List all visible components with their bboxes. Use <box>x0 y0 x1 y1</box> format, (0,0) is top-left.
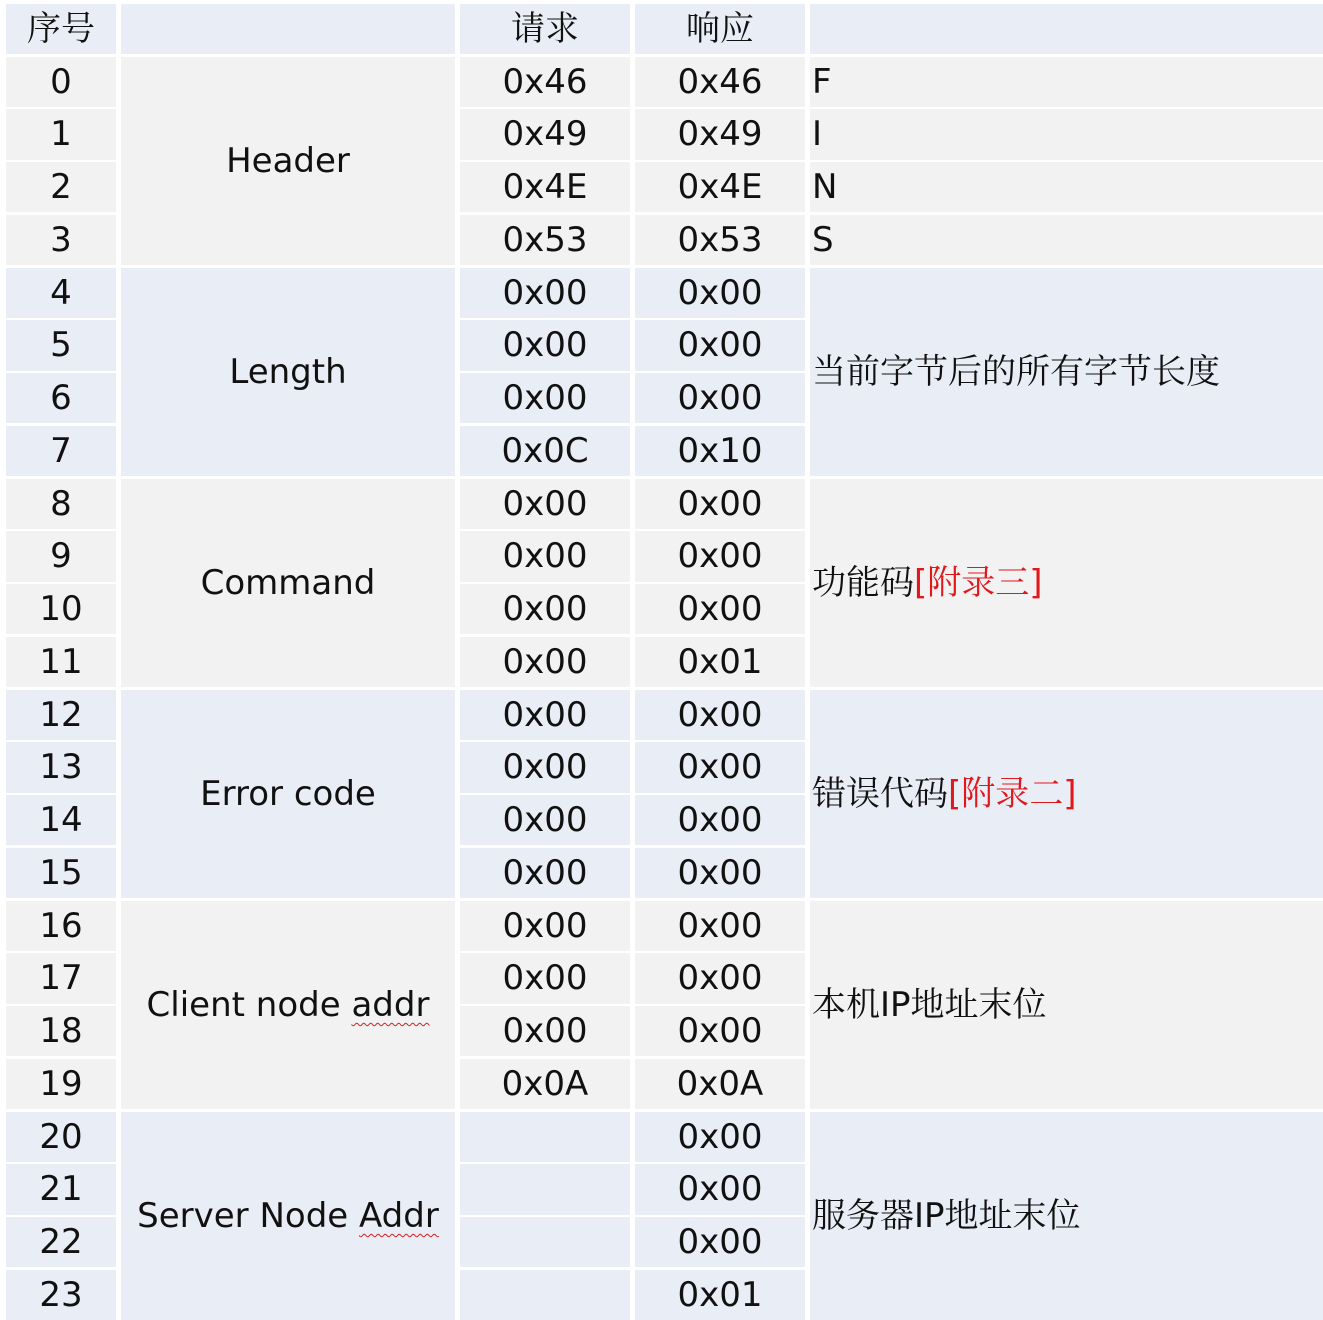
error-code-description-text: 错误代码 <box>812 773 948 814</box>
request-value <box>460 1217 630 1267</box>
field-client-node-addr <box>121 901 455 1110</box>
header-field <box>121 4 455 54</box>
response-value: 0x00 <box>635 1006 805 1056</box>
byte-index: 8 <box>6 479 116 529</box>
request-value: 0x00 <box>460 690 630 740</box>
client-node-addr-word: addr <box>351 984 430 1025</box>
request-value: 0x00 <box>460 953 630 1003</box>
header-char-n: N <box>810 162 1323 212</box>
response-value: 0x00 <box>635 795 805 845</box>
response-value: 0x46 <box>635 57 805 107</box>
response-value: 0x00 <box>635 531 805 581</box>
command-description <box>810 479 1323 688</box>
request-value: 0x53 <box>460 215 630 265</box>
field-error-code: Error code <box>121 690 455 899</box>
header-char-i: I <box>810 109 1323 159</box>
response-value: 0x00 <box>635 848 805 898</box>
response-value: 0x00 <box>635 953 805 1003</box>
byte-index: 0 <box>6 57 116 107</box>
field-server-node-addr <box>121 1112 455 1320</box>
response-value: 0x00 <box>635 690 805 740</box>
request-value: 0x00 <box>460 584 630 634</box>
request-value: 0x00 <box>460 901 630 951</box>
field-length: Length <box>121 268 455 477</box>
byte-index: 15 <box>6 848 116 898</box>
error-code-description <box>810 690 1323 899</box>
length-description: 当前字节后的所有字节长度 <box>810 268 1323 477</box>
response-value: 0x10 <box>635 426 805 476</box>
response-value: 0x00 <box>635 1217 805 1267</box>
header-response: 响应 <box>635 4 805 54</box>
request-value: 0x4E <box>460 162 630 212</box>
request-value: 0x00 <box>460 742 630 792</box>
response-value: 0x00 <box>635 742 805 792</box>
byte-index: 19 <box>6 1059 116 1109</box>
appendix-2-link[interactable]: [附录二] <box>948 773 1077 814</box>
header-index: 序号 <box>6 4 116 54</box>
byte-index: 12 <box>6 690 116 740</box>
byte-index: 9 <box>6 531 116 581</box>
request-value: 0x00 <box>460 268 630 318</box>
byte-index: 23 <box>6 1270 116 1320</box>
request-value: 0x00 <box>460 1006 630 1056</box>
request-value: 0x46 <box>460 57 630 107</box>
request-value: 0x49 <box>460 109 630 159</box>
request-value: 0x00 <box>460 531 630 581</box>
appendix-3-link[interactable]: [附录三] <box>914 562 1043 603</box>
byte-index: 7 <box>6 426 116 476</box>
byte-index: 2 <box>6 162 116 212</box>
byte-index: 18 <box>6 1006 116 1056</box>
response-value: 0x00 <box>635 268 805 318</box>
response-value: 0x00 <box>635 1164 805 1214</box>
response-value: 0x53 <box>635 215 805 265</box>
header-request: 请求 <box>460 4 630 54</box>
byte-index: 6 <box>6 373 116 423</box>
byte-index: 16 <box>6 901 116 951</box>
response-value: 0x00 <box>635 479 805 529</box>
response-value: 0x01 <box>635 637 805 687</box>
response-value: 0x00 <box>635 1112 805 1162</box>
response-value: 0x0A <box>635 1059 805 1109</box>
request-value: 0x00 <box>460 637 630 687</box>
response-value: 0x01 <box>635 1270 805 1320</box>
request-value: 0x00 <box>460 848 630 898</box>
request-value: 0x00 <box>460 795 630 845</box>
byte-index: 14 <box>6 795 116 845</box>
client-ip-description: 本机IP地址末位 <box>810 901 1323 1110</box>
byte-index: 3 <box>6 215 116 265</box>
byte-index: 17 <box>6 953 116 1003</box>
command-description-text: 功能码 <box>812 562 914 603</box>
byte-index: 4 <box>6 268 116 318</box>
request-value <box>460 1270 630 1320</box>
byte-index: 21 <box>6 1164 116 1214</box>
field-header: Header <box>121 57 455 266</box>
request-value <box>460 1112 630 1162</box>
response-value: 0x00 <box>635 373 805 423</box>
response-value: 0x00 <box>635 320 805 370</box>
request-value: 0x0C <box>460 426 630 476</box>
server-ip-description: 服务器IP地址末位 <box>810 1112 1323 1320</box>
header-description <box>810 4 1323 54</box>
request-value <box>460 1164 630 1214</box>
header-char-s: S <box>810 215 1323 265</box>
byte-index: 22 <box>6 1217 116 1267</box>
byte-index: 1 <box>6 109 116 159</box>
response-value: 0x00 <box>635 584 805 634</box>
response-value: 0x49 <box>635 109 805 159</box>
client-node-label: Client node <box>146 984 352 1025</box>
byte-index: 10 <box>6 584 116 634</box>
field-command: Command <box>121 479 455 688</box>
response-value: 0x00 <box>635 901 805 951</box>
request-value: 0x00 <box>460 373 630 423</box>
byte-index: 20 <box>6 1112 116 1162</box>
byte-index: 13 <box>6 742 116 792</box>
byte-index: 5 <box>6 320 116 370</box>
server-node-label: Server Node <box>137 1195 360 1236</box>
request-value: 0x0A <box>460 1059 630 1109</box>
response-value: 0x4E <box>635 162 805 212</box>
server-node-addr-word: Addr <box>359 1195 439 1236</box>
request-value: 0x00 <box>460 479 630 529</box>
request-value: 0x00 <box>460 320 630 370</box>
byte-index: 11 <box>6 637 116 687</box>
header-char-f: F <box>810 57 1323 107</box>
